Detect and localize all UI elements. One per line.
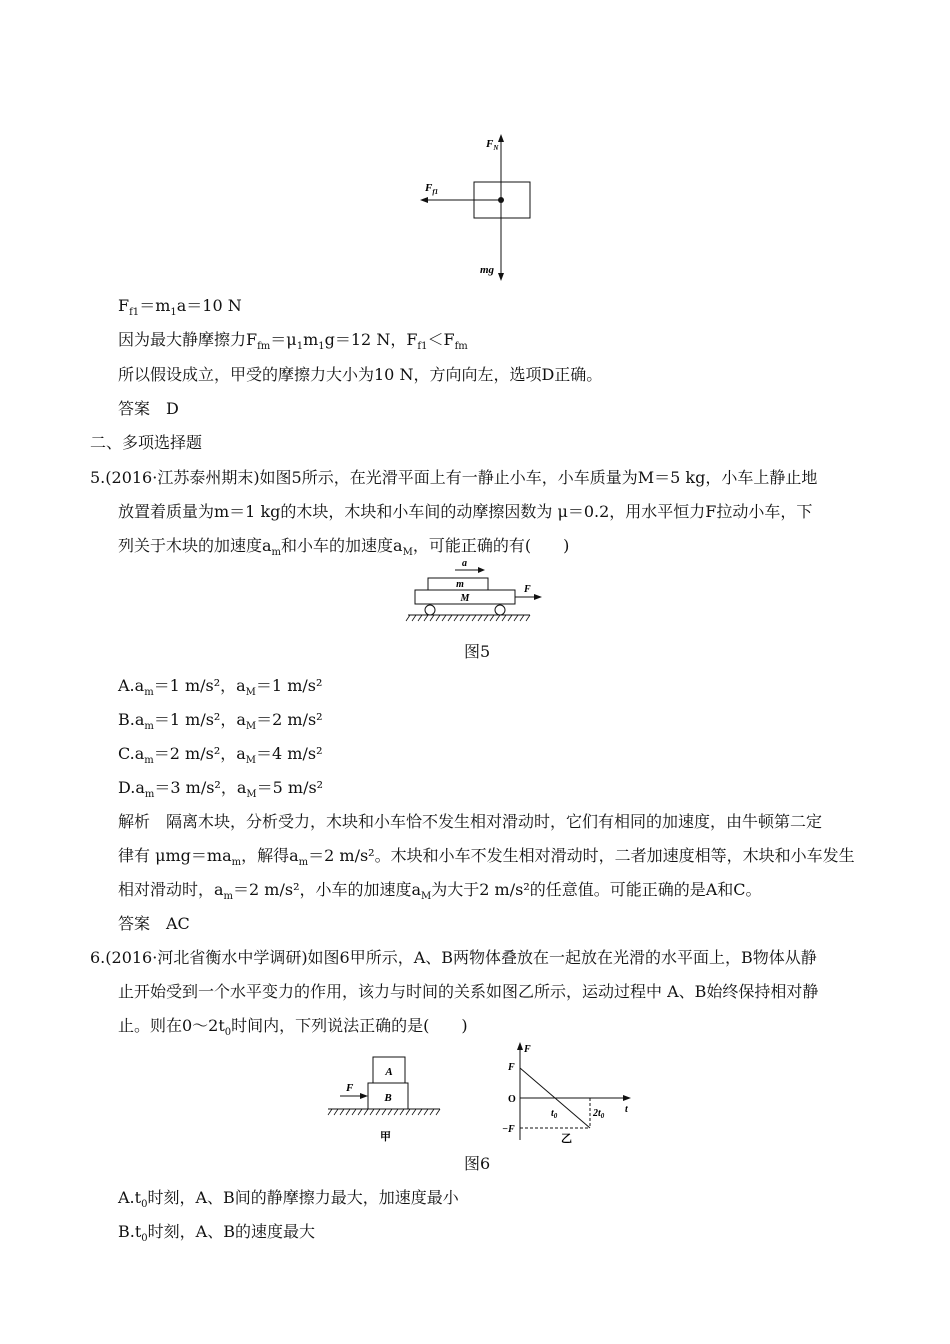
- ff-label: $F_{f1}$: [425, 182, 439, 196]
- q6-option-b: $B.t_0$时刻，A、B的速度最大: [118, 1222, 315, 1245]
- analysis: 相对滑动时，$a_m=2$ m/s²，小车的加速度$a_M$为大于2 m/s²的任意值。可能正确的是A和C。: [118, 880, 762, 903]
- figure-6-jia: [318, 1052, 448, 1152]
- text-line: 所以假设成立，甲受的摩擦力大小为10 N，方向向左，选项D正确。: [118, 365, 603, 384]
- svg-text:F: F: [508, 1062, 515, 1073]
- svg-text:O: O: [508, 1094, 516, 1105]
- force-diagram: [410, 130, 560, 285]
- option-d: $D.a_m=3$ m/s²，$a_M=5$ m/s²: [118, 778, 324, 801]
- svg-text:a: a: [462, 558, 467, 569]
- question-6: 6.(2016·河北省衡水中学调研)如图6甲所示，A、B两物体叠放在一起放在光滑的水平面上，B物体从静: [90, 948, 817, 967]
- question-5: 放置着质量为m＝1 kg的木块，木块和小车间的动摩擦因数为 μ＝0.2，用水平恒力F拉动小车，下: [118, 502, 813, 521]
- q6-option-a: $A.t_0$时刻，A、B间的静摩擦力最大，加速度最小: [118, 1188, 459, 1211]
- svg-text:M: M: [460, 593, 470, 604]
- figure-6-yi: [495, 1040, 645, 1155]
- svg-text:2t0: $2t_0$: [593, 1108, 605, 1120]
- figure-5: [400, 555, 550, 635]
- figure-6-caption: 图6: [464, 1154, 491, 1173]
- fn-label: $F_N$: [486, 138, 499, 152]
- question-5: 列关于木块的加速度$a_m$和小车的加速度$a_M$，可能正确的有( ): [118, 536, 570, 559]
- svg-text:t0: $t_0$: [551, 1108, 558, 1120]
- section-heading: 二、多项选择题: [90, 433, 203, 452]
- option-b: $B.a_m=1$ m/s²，$a_M=2$ m/s²: [118, 710, 323, 733]
- question-6: 止。则在$0\sim 2t_0$时间内，下列说法正确的是( ): [118, 1016, 468, 1039]
- answer-line: 答案 AC: [118, 914, 190, 933]
- svg-text:B: B: [384, 1092, 392, 1104]
- svg-text:甲: 甲: [380, 1131, 391, 1143]
- text-line: $F_{f1}=m_1a=10$ N: [118, 296, 242, 319]
- svg-text:F: F: [524, 1044, 531, 1055]
- question-5: 5.(2016·江苏泰州期末)如图5所示，在光滑平面上有一静止小车，小车质量为M＝5 kg，小车上静止地: [90, 468, 818, 487]
- answer-line: 答案 D: [118, 399, 179, 418]
- option-a: $A.a_m=1$ m/s²，$a_M=1$ m/s²: [118, 676, 323, 699]
- figure-5-caption: 图5: [464, 642, 491, 661]
- svg-text:t: t: [625, 1104, 628, 1115]
- mg-label: mg: [480, 264, 495, 276]
- text-line: 因为最大静摩擦力$F_{fm}=\mu_1m_1g=12$ N，$F_{f1}<F_{fm}$: [118, 330, 468, 353]
- svg-text:−F: −F: [502, 1124, 515, 1135]
- svg-text:m: m: [456, 579, 464, 590]
- question-6: 止开始受到一个水平变力的作用，该力与时间的关系如图乙所示，运动过程中 A、B始终保持相对静: [118, 982, 819, 1001]
- analysis: 解析 隔离木块，分析受力，木块和小车恰不发生相对滑动时，它们有相同的加速度，由牛顿第二定: [118, 812, 823, 831]
- option-c: $C.a_m=2$ m/s²，$a_M=4$ m/s²: [118, 744, 323, 767]
- analysis: 律有 $\mu mg=ma_m$，解得$a_m=2$ m/s²。木块和小车不发生相对滑动时，二者加速度相等，木块和小车发生: [118, 846, 855, 869]
- svg-text:A: A: [385, 1066, 393, 1078]
- svg-text:F: F: [524, 584, 531, 595]
- svg-text:F: F: [346, 1082, 354, 1094]
- svg-text:乙: 乙: [561, 1133, 572, 1145]
